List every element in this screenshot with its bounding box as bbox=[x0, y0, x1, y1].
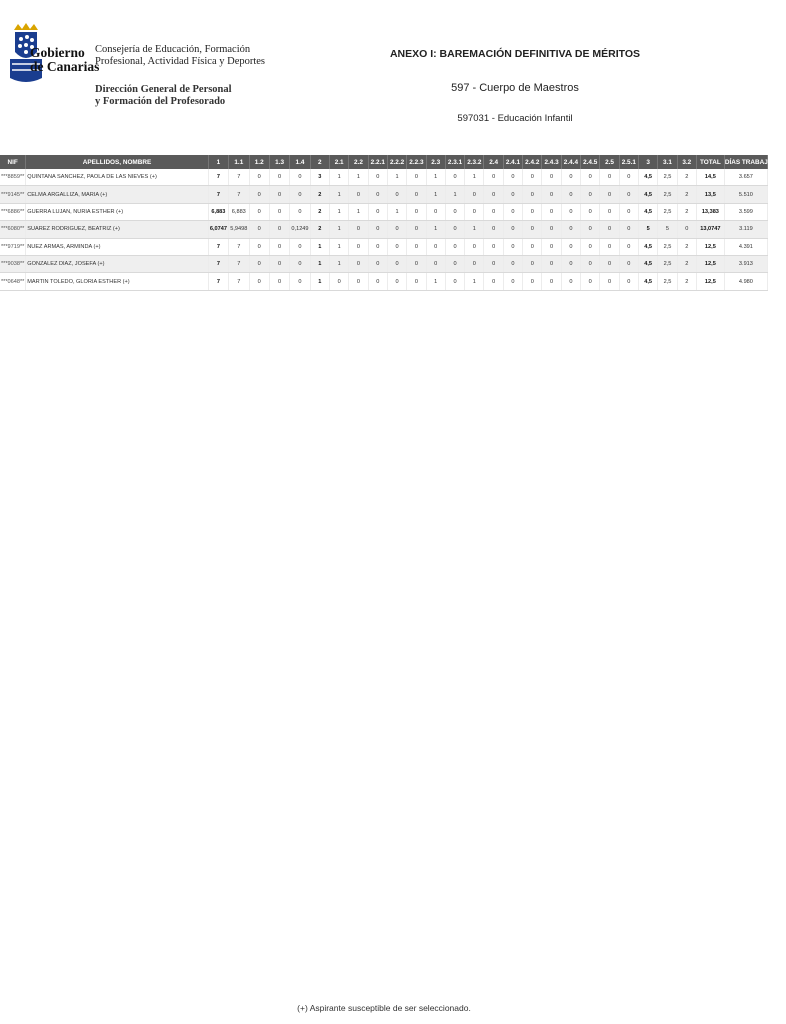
table-header-row bbox=[0, 155, 768, 169]
score-cell: 7 bbox=[208, 169, 228, 186]
score-cell: 1 bbox=[426, 169, 445, 186]
score-cell: 0 bbox=[503, 221, 522, 238]
score-cell: 5 bbox=[658, 221, 677, 238]
score-cell: 2 bbox=[677, 169, 696, 186]
document-title: ANEXO I: BAREMACIÓN DEFINITIVA DE MÉRITOS bbox=[389, 48, 641, 60]
score-cell: 4,5 bbox=[638, 273, 657, 290]
score-cell: 1 bbox=[310, 273, 329, 290]
score-cell: 0 bbox=[581, 203, 600, 220]
column-header: 1 bbox=[208, 155, 228, 169]
name-cell: NUEZ ARMAS, ARMINDA (+) bbox=[26, 238, 208, 255]
score-cell: 0 bbox=[445, 273, 464, 290]
score-cell: 0 bbox=[523, 273, 542, 290]
column-header: 2.4.2 bbox=[523, 155, 542, 169]
score-cell: 1 bbox=[329, 203, 348, 220]
score-cell: 1 bbox=[426, 273, 445, 290]
score-cell: 6,883 bbox=[208, 203, 228, 220]
score-cell: 0 bbox=[581, 169, 600, 186]
score-cell: 2,5 bbox=[658, 203, 677, 220]
score-cell: 0 bbox=[503, 255, 522, 272]
name-cell: CELMA ARGALLIZA, MARIA (+) bbox=[26, 186, 208, 203]
score-cell: 0 bbox=[484, 169, 503, 186]
score-cell: 0 bbox=[349, 186, 368, 203]
score-cell: 0 bbox=[269, 238, 289, 255]
column-header: TOTAL bbox=[696, 155, 724, 169]
score-cell: 0 bbox=[465, 255, 484, 272]
score-cell: 2,5 bbox=[658, 169, 677, 186]
score-cell: 4,5 bbox=[638, 203, 657, 220]
score-cell: 0 bbox=[290, 255, 310, 272]
score-cell: 0 bbox=[523, 186, 542, 203]
score-cell: 1 bbox=[465, 221, 484, 238]
score-cell: 7 bbox=[208, 273, 228, 290]
score-cell: 0 bbox=[445, 169, 464, 186]
score-cell: 3.657 bbox=[724, 169, 767, 186]
score-cell: 0 bbox=[581, 255, 600, 272]
score-cell: 1 bbox=[349, 169, 368, 186]
nif-cell: ***9038** bbox=[0, 255, 26, 272]
score-cell: 0 bbox=[600, 238, 619, 255]
score-cell: 0 bbox=[542, 273, 561, 290]
score-cell: 0 bbox=[290, 273, 310, 290]
table-row bbox=[0, 255, 768, 272]
score-cell: 13,383 bbox=[696, 203, 724, 220]
score-cell: 0 bbox=[349, 221, 368, 238]
direccion-line2: y Formación del Profesorado bbox=[95, 96, 226, 107]
score-cell: 0 bbox=[523, 203, 542, 220]
table-row bbox=[0, 221, 768, 238]
score-cell: 0 bbox=[600, 203, 619, 220]
score-cell: 0 bbox=[619, 221, 638, 238]
score-cell: 0 bbox=[542, 186, 561, 203]
column-header: 3.2 bbox=[677, 155, 696, 169]
column-header: 2.2 bbox=[349, 155, 368, 169]
score-cell: 5.510 bbox=[724, 186, 767, 203]
score-cell: 0 bbox=[249, 203, 269, 220]
score-cell: 5,9498 bbox=[229, 221, 249, 238]
score-cell: 0 bbox=[619, 186, 638, 203]
score-cell: 3.913 bbox=[724, 255, 767, 272]
direccion-general-name bbox=[95, 84, 232, 108]
score-cell: 2 bbox=[677, 186, 696, 203]
score-cell: 7 bbox=[229, 238, 249, 255]
score-cell: 1 bbox=[426, 221, 445, 238]
table-body bbox=[0, 169, 768, 290]
column-header: 2.5.1 bbox=[619, 155, 638, 169]
logo-text bbox=[30, 46, 99, 74]
consejeria-line1: Consejería de Educación, Formación bbox=[95, 44, 251, 55]
score-cell: 0 bbox=[561, 221, 580, 238]
score-cell: 0 bbox=[465, 203, 484, 220]
score-cell: 0 bbox=[600, 255, 619, 272]
score-cell: 0 bbox=[484, 238, 503, 255]
column-header: 1.3 bbox=[269, 155, 289, 169]
score-cell: 0 bbox=[368, 255, 387, 272]
score-cell: 5 bbox=[638, 221, 657, 238]
score-cell: 12,5 bbox=[696, 238, 724, 255]
score-cell: 0 bbox=[619, 203, 638, 220]
score-cell: 0 bbox=[368, 186, 387, 203]
score-cell: 0 bbox=[329, 273, 348, 290]
score-cell: 0 bbox=[523, 169, 542, 186]
score-cell: 0 bbox=[542, 221, 561, 238]
score-cell: 0 bbox=[619, 255, 638, 272]
score-cell: 1 bbox=[310, 238, 329, 255]
score-cell: 0 bbox=[619, 169, 638, 186]
column-header: 3 bbox=[638, 155, 657, 169]
score-cell: 0 bbox=[600, 221, 619, 238]
score-cell: 0 bbox=[542, 169, 561, 186]
nif-cell: ***9145** bbox=[0, 186, 26, 203]
score-cell: 0 bbox=[484, 203, 503, 220]
score-cell: 0 bbox=[484, 186, 503, 203]
score-cell: 4.980 bbox=[724, 273, 767, 290]
score-cell: 0 bbox=[249, 221, 269, 238]
name-cell: GUERRA LUJAN, NURIA ESTHER (+) bbox=[26, 203, 208, 220]
name-cell: GONZALEZ DIAZ, JOSEFA (+) bbox=[26, 255, 208, 272]
nif-cell: ***9719** bbox=[0, 238, 26, 255]
score-cell: 0 bbox=[561, 186, 580, 203]
score-cell: 0 bbox=[290, 169, 310, 186]
score-cell: 1 bbox=[310, 255, 329, 272]
score-cell: 1 bbox=[329, 186, 348, 203]
score-cell: 1 bbox=[465, 273, 484, 290]
footnote: (+) Aspirante susceptible de ser seleccionado. bbox=[297, 1003, 471, 1013]
score-cell: 0 bbox=[503, 203, 522, 220]
score-cell: 0 bbox=[484, 255, 503, 272]
column-header: 1.2 bbox=[249, 155, 269, 169]
score-cell: 0 bbox=[445, 238, 464, 255]
column-header: 2.4.1 bbox=[503, 155, 522, 169]
document-specialty: 597031 - Educación Infantil bbox=[457, 113, 573, 124]
column-header: APELLIDOS, NOMBRE bbox=[26, 155, 208, 169]
score-cell: 0 bbox=[465, 238, 484, 255]
score-cell: 0 bbox=[581, 186, 600, 203]
score-cell: 2,5 bbox=[658, 186, 677, 203]
column-header: 2 bbox=[310, 155, 329, 169]
score-cell: 0 bbox=[484, 273, 503, 290]
score-cell: 0 bbox=[407, 186, 426, 203]
score-cell: 0 bbox=[581, 273, 600, 290]
score-cell: 2 bbox=[310, 203, 329, 220]
score-cell: 0 bbox=[426, 238, 445, 255]
score-cell: 4,5 bbox=[638, 186, 657, 203]
score-cell: 0 bbox=[249, 238, 269, 255]
score-cell: 3.119 bbox=[724, 221, 767, 238]
column-header: 2.2.2 bbox=[387, 155, 406, 169]
table-row bbox=[0, 169, 768, 186]
score-cell: 0 bbox=[269, 186, 289, 203]
nif-cell: ***8859** bbox=[0, 169, 26, 186]
score-cell: 0 bbox=[368, 203, 387, 220]
column-header: 1.1 bbox=[229, 155, 249, 169]
score-cell: 0 bbox=[387, 221, 406, 238]
column-header: 2.4.3 bbox=[542, 155, 561, 169]
score-cell: 0 bbox=[407, 203, 426, 220]
merits-table-wrapper bbox=[0, 155, 786, 291]
score-cell: 0 bbox=[445, 221, 464, 238]
name-cell: MARTIN TOLEDO, GLORIA ESTHER (+) bbox=[26, 273, 208, 290]
column-header: 3.1 bbox=[658, 155, 677, 169]
score-cell: 0 bbox=[445, 203, 464, 220]
score-cell: 0 bbox=[249, 273, 269, 290]
score-cell: 0 bbox=[503, 169, 522, 186]
score-cell: 2 bbox=[677, 203, 696, 220]
score-cell: 7 bbox=[208, 255, 228, 272]
direccion-line1: Dirección General de Personal bbox=[95, 84, 232, 95]
score-cell: 0 bbox=[600, 186, 619, 203]
score-cell: 2 bbox=[677, 273, 696, 290]
score-cell: 0 bbox=[503, 186, 522, 203]
score-cell: 0 bbox=[368, 169, 387, 186]
score-cell: 0 bbox=[407, 273, 426, 290]
score-cell: 12,5 bbox=[696, 273, 724, 290]
table-row bbox=[0, 238, 768, 255]
score-cell: 1 bbox=[329, 169, 348, 186]
score-cell: 13,0747 bbox=[696, 221, 724, 238]
score-cell: 14,5 bbox=[696, 169, 724, 186]
score-cell: 4,5 bbox=[638, 169, 657, 186]
score-cell: 1 bbox=[329, 238, 348, 255]
score-cell: 1 bbox=[387, 203, 406, 220]
score-cell: 6,883 bbox=[229, 203, 249, 220]
score-cell: 1 bbox=[387, 169, 406, 186]
score-cell: 7 bbox=[229, 273, 249, 290]
score-cell: 0 bbox=[619, 238, 638, 255]
column-header: 2.3.2 bbox=[465, 155, 484, 169]
score-cell: 0 bbox=[561, 255, 580, 272]
column-header: 2.3.1 bbox=[445, 155, 464, 169]
score-cell: 0 bbox=[387, 273, 406, 290]
column-header: 2.5 bbox=[600, 155, 619, 169]
column-header: 2.2.1 bbox=[368, 155, 387, 169]
column-header: 1.4 bbox=[290, 155, 310, 169]
score-cell: 0 bbox=[561, 203, 580, 220]
column-header: 2.4.5 bbox=[581, 155, 600, 169]
merits-table bbox=[0, 155, 786, 291]
score-cell: 6,0747 bbox=[208, 221, 228, 238]
score-cell: 2 bbox=[677, 238, 696, 255]
score-cell: 0 bbox=[503, 273, 522, 290]
score-cell: 0 bbox=[249, 255, 269, 272]
logo-text-line1: Gobierno bbox=[30, 45, 85, 60]
score-cell: 0 bbox=[542, 203, 561, 220]
score-cell: 0 bbox=[349, 238, 368, 255]
column-header: 2.4.4 bbox=[561, 155, 580, 169]
score-cell: 0 bbox=[368, 221, 387, 238]
score-cell: 0 bbox=[407, 255, 426, 272]
score-cell: 1 bbox=[426, 186, 445, 203]
table-row bbox=[0, 186, 768, 203]
score-cell: 7 bbox=[208, 238, 228, 255]
column-header: 2.1 bbox=[329, 155, 348, 169]
score-cell: 0 bbox=[269, 255, 289, 272]
score-cell: 0 bbox=[445, 255, 464, 272]
score-cell: 0 bbox=[368, 238, 387, 255]
score-cell: 0 bbox=[426, 203, 445, 220]
score-cell: 0 bbox=[465, 186, 484, 203]
score-cell: 0 bbox=[523, 255, 542, 272]
score-cell: 0 bbox=[269, 169, 289, 186]
score-cell: 0 bbox=[368, 273, 387, 290]
score-cell: 1 bbox=[349, 203, 368, 220]
document-subtitle: 597 - Cuerpo de Maestros bbox=[451, 82, 579, 94]
consejeria-name bbox=[95, 44, 265, 68]
score-cell: 7 bbox=[229, 186, 249, 203]
score-cell: 2 bbox=[677, 255, 696, 272]
score-cell: 0 bbox=[387, 255, 406, 272]
table-row bbox=[0, 203, 768, 220]
score-cell: 3.599 bbox=[724, 203, 767, 220]
score-cell: 0 bbox=[249, 186, 269, 203]
score-cell: 4,5 bbox=[638, 238, 657, 255]
score-cell: 0 bbox=[542, 255, 561, 272]
score-cell: 0 bbox=[387, 238, 406, 255]
logo-text-line2: de Canarias bbox=[30, 59, 100, 74]
score-cell: 0 bbox=[581, 238, 600, 255]
score-cell: 0 bbox=[269, 203, 289, 220]
nif-cell: ***0648** bbox=[0, 273, 26, 290]
score-cell: 4,5 bbox=[638, 255, 657, 272]
score-cell: 2,5 bbox=[658, 255, 677, 272]
column-header: 2.3 bbox=[426, 155, 445, 169]
score-cell: 1 bbox=[445, 186, 464, 203]
score-cell: 0 bbox=[349, 255, 368, 272]
score-cell: 0 bbox=[484, 221, 503, 238]
consejeria-line2: Profesional, Actividad Física y Deportes bbox=[95, 56, 266, 67]
score-cell: 0 bbox=[290, 203, 310, 220]
score-cell: 2 bbox=[310, 221, 329, 238]
score-cell: 0 bbox=[600, 169, 619, 186]
name-cell: QUINTANA SANCHEZ, PAOLA DE LAS NIEVES (+) bbox=[26, 169, 208, 186]
score-cell: 0 bbox=[290, 186, 310, 203]
score-cell: 1 bbox=[329, 255, 348, 272]
nif-cell: ***6886** bbox=[0, 203, 26, 220]
score-cell: 0 bbox=[561, 238, 580, 255]
score-cell: 0 bbox=[269, 221, 289, 238]
column-header: DÍAS TRABAJADOS bbox=[724, 155, 767, 169]
score-cell: 7 bbox=[229, 255, 249, 272]
score-cell: 1 bbox=[465, 169, 484, 186]
nif-cell: ***6080** bbox=[0, 221, 26, 238]
score-cell: 0 bbox=[407, 169, 426, 186]
score-cell: 0 bbox=[349, 273, 368, 290]
score-cell: 0 bbox=[523, 238, 542, 255]
score-cell: 0 bbox=[581, 221, 600, 238]
score-cell: 0 bbox=[523, 221, 542, 238]
score-cell: 7 bbox=[229, 169, 249, 186]
score-cell: 2,5 bbox=[658, 238, 677, 255]
score-cell: 0 bbox=[269, 273, 289, 290]
score-cell: 1 bbox=[329, 221, 348, 238]
score-cell: 0 bbox=[387, 186, 406, 203]
score-cell: 0 bbox=[249, 169, 269, 186]
score-cell: 3 bbox=[310, 169, 329, 186]
name-cell: SUAREZ RODRIGUEZ, BEATRIZ (+) bbox=[26, 221, 208, 238]
score-cell: 12,5 bbox=[696, 255, 724, 272]
score-cell: 0 bbox=[407, 221, 426, 238]
score-cell: 2 bbox=[310, 186, 329, 203]
score-cell: 0 bbox=[561, 169, 580, 186]
score-cell: 0 bbox=[677, 221, 696, 238]
score-cell: 0 bbox=[503, 238, 522, 255]
score-cell: 13,5 bbox=[696, 186, 724, 203]
score-cell: 0 bbox=[619, 273, 638, 290]
score-cell: 0 bbox=[542, 238, 561, 255]
column-header: 2.4 bbox=[484, 155, 503, 169]
score-cell: 0 bbox=[407, 238, 426, 255]
score-cell: 0 bbox=[426, 255, 445, 272]
score-cell: 2,5 bbox=[658, 273, 677, 290]
table-row bbox=[0, 273, 768, 290]
score-cell: 0 bbox=[290, 238, 310, 255]
score-cell: 7 bbox=[208, 186, 228, 203]
column-header: NIF bbox=[0, 155, 26, 169]
score-cell: 4.391 bbox=[724, 238, 767, 255]
column-header: 2.2.3 bbox=[407, 155, 426, 169]
score-cell: 0 bbox=[561, 273, 580, 290]
score-cell: 0,1249 bbox=[290, 221, 310, 238]
score-cell: 0 bbox=[600, 273, 619, 290]
